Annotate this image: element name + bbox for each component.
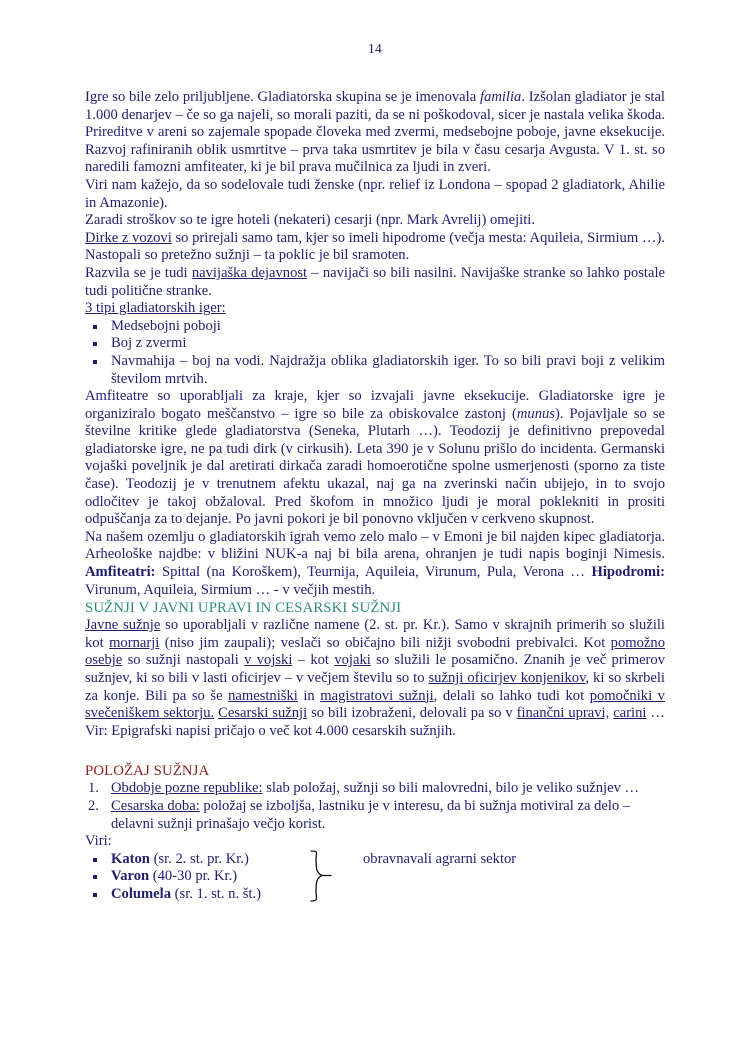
paragraph-public-slaves <box>85 617 665 740</box>
italic-familia: familia <box>479 89 522 105</box>
list-item <box>85 353 665 388</box>
underlined-term-soldiers: vojaki <box>334 652 371 669</box>
list-item <box>85 868 665 886</box>
text-run: so služili le posamično. Znanih je več primerov sužnjev, ki so bili v lasti oficirjev – v večjem številu so to <box>85 652 666 686</box>
underlined-term-late-republic: Obdobje pozne republike: <box>111 780 263 797</box>
source-author-name: Katon <box>111 850 150 867</box>
section-heading-slave-position: POLOŽAJ SUŽNJA <box>85 763 210 780</box>
underlined-term-public-slaves: Javne sužnje <box>85 617 161 634</box>
text-run: . Izšolan gladiator je stal 1.000 denarjev – če so ga najeli, so morali paziti, da se ni poškodoval, sicer je nastala velika škoda. Prireditve v areni so zajemale spopade človeka med zvermi, medsebojne poboje, javne eksekucije. Razvoj rafiniranih oblik usmrtitve – prva taka usmrtitev je bila v času cesarja Avgusta. V 1. st. so naredili famozni amfiteater, ki je bil prava mučilnica za ljudi in zveri. <box>85 89 665 176</box>
source-author-dates: (sr. 2. st. pr. Kr.) <box>149 850 249 867</box>
underlined-term-auxiliary-staff: pomožno osebje <box>85 634 665 669</box>
brace-annotation-label: obravnavali agrarni sektor <box>363 850 517 867</box>
underlined-term-customs: carini <box>613 705 647 722</box>
underlined-term-financial-admin: finančni upravi, <box>516 705 610 722</box>
source-author-dates: (sr. 1. st. n. št.) <box>171 885 261 902</box>
underlined-term-in-army: v vojski <box>244 652 293 669</box>
text-run: Virunum, Aquileia, Sirmium … - v večjih mestih. <box>85 581 376 598</box>
underlined-term-fan-activity: navijaška dejavnost <box>191 264 308 281</box>
underlined-term-chariot-races: Dirke z vozovi <box>85 229 172 246</box>
paragraph-women-gladiators <box>85 177 665 212</box>
paragraph-games-intro <box>85 89 665 177</box>
underlined-term-priestly-helpers: pomočniki v svečeniškem sektorju. <box>85 687 665 722</box>
paragraph-fan-activity <box>85 265 665 300</box>
source-author-name: Columela <box>111 885 171 902</box>
section-heading-public-slaves: SUŽNJI V JAVNI UPRAVI IN CESARSKI SUŽNJI <box>85 600 402 617</box>
text-run: so prirejali samo tam, kjer so imeli hipodrome (večja mesta: Aquileia, Sirmium …). Nastopali so pretežno sužnji – ta poklic je bil sramoten. <box>85 229 665 264</box>
text-run: , delali so lahko tudi kot <box>433 687 590 704</box>
text-run: Viri: <box>85 833 112 850</box>
list-item-text: položaj se izboljša, lastniku je v interesu, da bi sužnja motiviral za delo – delavni sužnji prinašajo večjo korist. <box>111 797 631 832</box>
text-run: so uporabljali v različne namene (2. st. pr. Kr.). Samo v skrajnih primerih so služili kot <box>85 617 665 651</box>
page-number: 14 <box>367 41 383 56</box>
bold-term-amfiteatri: Amfiteatri: <box>85 564 156 581</box>
text-run: (niso jim zaupali); veslači so običajno bili nižji svobodni prebivalci. Kot <box>159 634 611 651</box>
list-item <box>85 318 665 336</box>
underlined-term-magistrate-slaves: magistratovi sužnji <box>320 687 434 704</box>
subheading-three-types <box>85 300 665 318</box>
paragraph-costs <box>85 212 665 230</box>
bold-term-hipodromi: Hipodromi: <box>591 564 665 581</box>
paragraph-chariot-races <box>85 230 665 265</box>
underlined-term-deputy: namestniški <box>228 687 298 704</box>
text-run: ). Pojavljale so se številne kritike glede gladiatorstva (Seneka, Plutarh …). Teodozij je definitivno prepovedal gladiatorske igre, ne pa tudi dirk (v cirkusih). Leta 390 je v Solunu prišlo do incidenta. Germanski vojaški poveljnik je dal aretirati dirkača zaradi homoerotične spolne usmerjenosti (sporno za tiste čase). Teodozij je v trenutnem afektu ukazal, naj ga na zverinski način ubijejo, in to svojo odločitev je takoj obžaloval. Pred škofom in množico ljudi je moral poklekniti in prositi odpuščanja za to dejanje. Po javni pokori je bil ponovno vključen v cerkveno skupnost. <box>85 405 666 528</box>
document-content <box>85 57 665 904</box>
list-item-label: Medsebojni poboji <box>111 317 221 334</box>
underlined-term-sailors: mornarji <box>109 634 160 651</box>
text-run: , ki so skrbeli za konje. Bili pa so še <box>85 670 665 704</box>
section-spacer <box>85 740 665 762</box>
sources-block <box>85 851 665 904</box>
list-item-label: Boj z zvermi <box>111 335 187 352</box>
underlined-term-imperial-era: Cesarska doba: <box>111 797 200 814</box>
text-run: Amfiteatre so uporabljali za kraje, kjer so izvajali javne eksekucije. Gladiatorske igre je organiziralo bogato meščanstvo – igre so bile za obiskovalce zastonj ( <box>85 388 665 422</box>
text-run: Razvila se je tudi <box>85 264 192 281</box>
underlined-subheading: 3 tipi gladiatorskih iger: <box>85 300 226 317</box>
list-item-label: Navmahija – boj na vodi. Najdražja oblika gladiatorskih iger. To so bili pravi boji z velikim številom mrtvih. <box>111 352 665 387</box>
text-run: Igre so bile zelo priljubljene. Gladiatorska skupina se je imenovala <box>85 89 480 105</box>
source-author-name: Varon <box>111 868 150 885</box>
text-run: – navijači so bili nasilni. Navijaške stranke so lahko postale tudi politične stranke. <box>85 264 665 299</box>
paragraph-amphitheatres-use <box>85 388 665 529</box>
list-game-types <box>85 318 665 388</box>
list-item-text: slab položaj, sužnji so bili malovredni, bilo je veliko sužnjev … <box>262 780 640 797</box>
list-slave-position-periods <box>85 780 665 833</box>
list-item <box>85 335 665 353</box>
list-item <box>85 886 665 904</box>
source-author-dates: (40-30 pr. Kr.) <box>149 868 238 885</box>
list-item <box>85 798 665 833</box>
list-item <box>85 780 665 798</box>
text-run: so bili izobraženi, delovali pa so v <box>307 705 517 722</box>
paragraph-local-finds <box>85 529 665 599</box>
text-run: in <box>297 687 321 704</box>
text-run: Zaradi stroškov so te igre hoteli (nekateri) cesarji (npr. Mark Avrelij) omejiti. <box>85 212 535 229</box>
text-run: Na našem ozemlju o gladiatorskih igrah vemo zelo malo – v Emoni je bil najden kipec gladiatorja. Arheološke najdbe: v bližini NUK-a naj bi bila arena, ohranjen je tudi napis boginji Nimesis. <box>85 528 665 563</box>
text-run: Spittal (na Koroškem), Teurnija, Aquileia, Virunum, Pula, Verona … <box>155 564 592 581</box>
italic-munus: munus <box>516 405 555 422</box>
text-run: Viri nam kažejo, da so sodelovale tudi ženske (npr. relief iz Londona – spopad 2 gladiatork, Ahilie in Amazonie). <box>85 176 665 211</box>
text-run: … Vir: Epigrafski napisi pričajo o več kot 4.000 cesarskih sužnjih. <box>85 705 665 739</box>
text-run: so sužnji nastopali <box>122 652 245 669</box>
underlined-term-imperial-slaves: Cesarski sužnji <box>218 705 308 722</box>
sources-label <box>85 833 665 851</box>
text-run: – kot <box>292 652 335 669</box>
underlined-term-cavalry-officer-slaves: sužnji oficirjev konjenikov <box>428 670 586 686</box>
